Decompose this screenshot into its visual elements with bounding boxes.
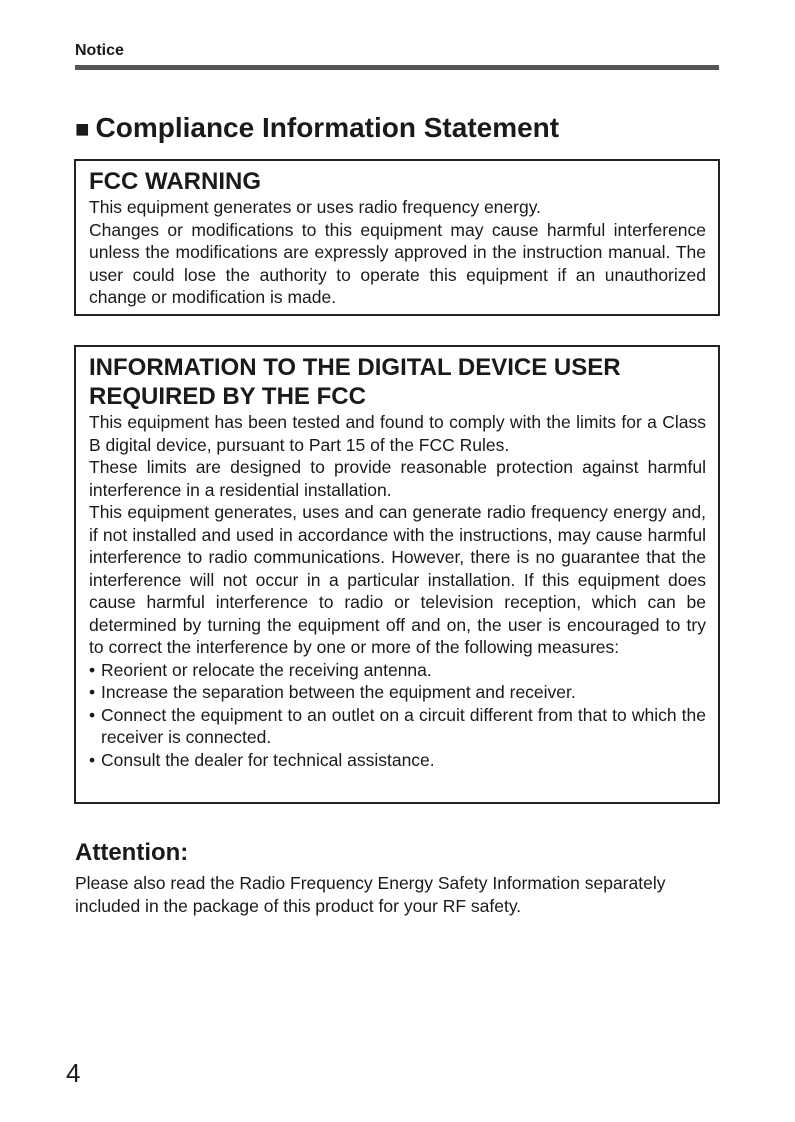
fcc-warning-paragraph: Changes or modifications to this equipment may cause harmful interference unless the modifications are expressly approved in the instruction manual. The user could lose the authority to operate this equipment if an unauthorized change or modification is made. (89, 219, 706, 307)
attention-text: Please also read the Radio Frequency Energy Safety Information separately included in the package of this product for your RF safety. (75, 873, 666, 916)
measure-item (89, 659, 706, 682)
digital-device-heading (89, 353, 706, 411)
measure-item (89, 704, 706, 749)
digital-device-box (74, 345, 720, 804)
measure-text: Consult the dealer for technical assistance. (101, 749, 435, 770)
measure-text: Connect the equipment to an outlet on a circuit different from that to which the receiver is connected. (101, 704, 706, 747)
header-rule (75, 65, 719, 70)
bullet-icon: • (89, 659, 96, 680)
measure-item (89, 749, 706, 772)
digital-device-paragraph: This equipment generates, uses and can generate radio frequency energy and, if not installed and used in accordance with the instructions, may cause harmful interference to radio communications. However, there is no guarantee that the interference will not occur in a particular installation. If this equipment does cause harmful interference to radio or television reception, which can be determined by turning the equipment off and on, the user is encouraged to try to correct the interference by one or more of the following measures: (89, 502, 706, 657)
measure-text: Reorient or relocate the receiving antenna. (101, 659, 432, 680)
measure-text: Increase the separation between the equipment and receiver. (101, 682, 576, 702)
bullet-icon: • (89, 704, 96, 725)
bullet-icon: • (89, 749, 96, 770)
measures-list (89, 659, 706, 772)
digital-device-paragraph: These limits are designed to provide reasonable protection against harmful interference in a residential installation. (89, 457, 706, 500)
square-bullet-icon: ■ (75, 116, 90, 143)
digital-device-heading-line: INFORMATION TO THE DIGITAL DEVICE USER (89, 354, 621, 381)
fcc-warning-box (74, 159, 720, 316)
page-number: 4 (66, 1058, 81, 1088)
fcc-warning-paragraph: This equipment generates or uses radio frequency energy. (89, 197, 542, 217)
fcc-warning-heading: FCC WARNING (89, 168, 261, 195)
page-title (75, 110, 559, 148)
digital-device-paragraph: This equipment has been tested and found to comply with the limits for a Class B digital device, pursuant to Part 15 of the FCC Rules. (89, 412, 706, 455)
digital-device-heading-line: REQUIRED BY THE FCC (89, 383, 366, 410)
page-title-text: Compliance Information Statement (95, 112, 560, 143)
section-label: Notice (75, 42, 124, 59)
bullet-icon: • (89, 682, 96, 702)
attention-heading: Attention: (75, 839, 189, 866)
measure-item (89, 681, 706, 704)
